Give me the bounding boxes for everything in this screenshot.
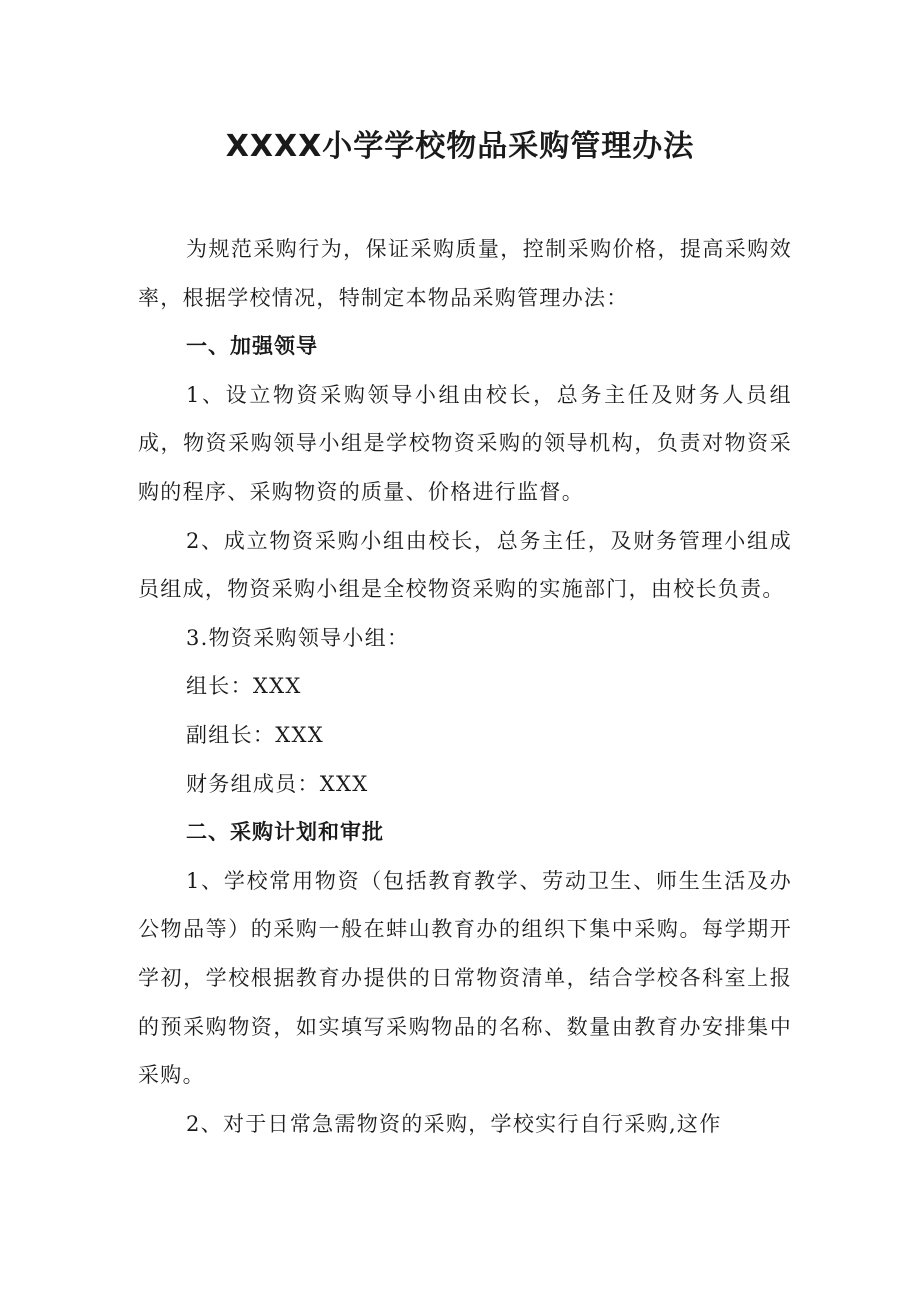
deputy-leader-line: 副组长：XXX xyxy=(186,722,324,747)
document-body xyxy=(138,225,792,1148)
section-2-item-2: 2、对于日常急需物资的采购，学校实行自行采购,这作 xyxy=(186,1111,722,1136)
section-1-item-3: 3.物资采购领导小组： xyxy=(186,625,410,650)
section-1-item-1: 1、设立物资采购领导小组由校长，总务主任及财务人员组成，物资采购领导小组是学校物资采购的领导机构，负责对物资采购的程序、采购物资的质量、价格进行监督。 xyxy=(138,382,792,504)
group-leader-line: 组长：XXX xyxy=(186,674,302,699)
section-2-item-1: 1、学校常用物资（包括教育教学、劳动卫生、师生生活及办公物品等）的采购一般在蚌山教育办的组织下集中采购。每学期开学初，学校根据教育办提供的日常物资清单，结合学校各科室上报的预采购物资，如实填写采购物品的名称、数量由教育办安排集中采购。 xyxy=(138,868,792,1088)
section-1-heading: 一、加强领导 xyxy=(186,334,318,359)
finance-member-line: 财务组成员：XXX xyxy=(186,771,369,796)
intro-paragraph: 为规范采购行为，保证采购质量，控制采购价格，提高采购效率，根据学校情况，特制定本物品采购管理办法： xyxy=(138,237,792,310)
section-1-item-2: 2、成立物资采购小组由校长，总务主任，及财务管理小组成员组成，物资采购小组是全校物资采购的实施部门，由校长负责。 xyxy=(138,528,792,602)
section-2-heading: 二、采购计划和审批 xyxy=(186,820,384,845)
document-title: XXXX小学学校物品采购管理办法 xyxy=(225,129,695,164)
